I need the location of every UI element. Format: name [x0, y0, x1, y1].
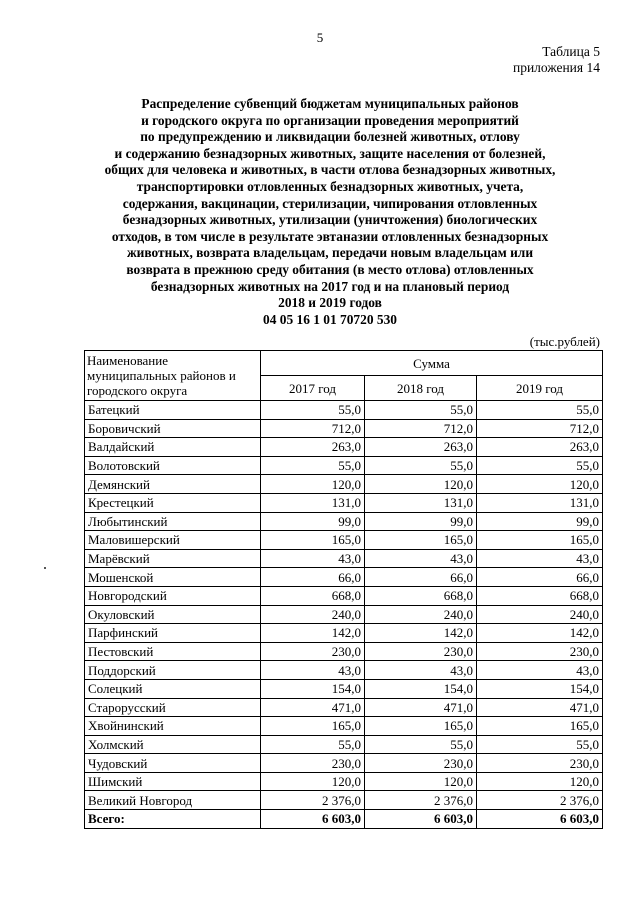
table-row — [85, 698, 603, 717]
title-line: безнадзорных животных, утилизации (уничтожения) биологических — [122, 212, 538, 228]
amount-cell: 240,0 — [261, 605, 365, 624]
amount-cell: 2 376,0 — [477, 791, 603, 810]
amount-cell: 55,0 — [477, 456, 603, 475]
table-row — [85, 717, 603, 736]
amount-cell: 6 603,0 — [261, 810, 365, 829]
table-row — [85, 531, 603, 550]
amount-cell: 6 603,0 — [477, 810, 603, 829]
amount-cell: 471,0 — [365, 698, 477, 717]
title-line: содержания, вакцинации, стерилизации, чипирования отловленных — [122, 195, 538, 211]
amount-cell: 165,0 — [365, 531, 477, 550]
amount-cell: 66,0 — [477, 568, 603, 587]
table-row — [85, 549, 603, 568]
amount-cell: 142,0 — [261, 624, 365, 643]
table-ref-line1: Таблица 5 — [542, 44, 600, 59]
district-name: Мошенской — [85, 568, 261, 587]
table-row — [85, 438, 603, 457]
district-name: Окуловский — [85, 605, 261, 624]
district-name: Поддорский — [85, 661, 261, 680]
amount-cell: 55,0 — [261, 735, 365, 754]
amount-cell: 230,0 — [477, 754, 603, 773]
total-label: Всего: — [85, 810, 261, 829]
title-line: и содержанию безнадзорных животных, защите населения от болезней, — [114, 145, 546, 161]
amount-cell: 55,0 — [477, 401, 603, 420]
total-row — [85, 810, 603, 829]
title-line: возврата в прежнюю среду обитания (в место отлова) отловленных — [126, 261, 534, 277]
page-number: 5 — [316, 30, 324, 45]
amount-cell: 6 603,0 — [365, 810, 477, 829]
district-name: Пестовский — [85, 642, 261, 661]
amount-cell: 230,0 — [365, 754, 477, 773]
amount-cell: 43,0 — [261, 661, 365, 680]
table-row — [85, 791, 603, 810]
amount-cell: 43,0 — [261, 549, 365, 568]
table-row — [85, 772, 603, 791]
district-name: Маловишерский — [85, 531, 261, 550]
amount-cell: 142,0 — [477, 624, 603, 643]
amount-cell: 712,0 — [365, 419, 477, 438]
amount-cell: 66,0 — [365, 568, 477, 587]
amount-cell: 99,0 — [477, 512, 603, 531]
title-line: 04 05 16 1 01 70720 530 — [263, 311, 397, 327]
amount-cell: 154,0 — [365, 679, 477, 698]
amount-cell: 165,0 — [477, 717, 603, 736]
amount-cell: 55,0 — [365, 456, 477, 475]
scan-speck — [44, 567, 46, 569]
amount-cell: 142,0 — [365, 624, 477, 643]
amount-cell: 668,0 — [261, 586, 365, 605]
amount-cell: 120,0 — [365, 772, 477, 791]
district-name: Великий Новгород — [85, 791, 261, 810]
amount-cell: 120,0 — [365, 475, 477, 494]
amount-cell: 263,0 — [261, 438, 365, 457]
amount-cell: 165,0 — [261, 531, 365, 550]
amount-cell: 55,0 — [365, 401, 477, 420]
table-row — [85, 624, 603, 643]
amount-cell: 2 376,0 — [365, 791, 477, 810]
amount-cell: 230,0 — [477, 642, 603, 661]
amount-cell: 120,0 — [477, 772, 603, 791]
district-name: Новгородский — [85, 586, 261, 605]
amount-cell: 43,0 — [477, 661, 603, 680]
amount-cell: 230,0 — [261, 754, 365, 773]
header-year-2018: 2018 год — [365, 376, 477, 401]
district-name: Хвойнинский — [85, 717, 261, 736]
title-line: отходов, в том числе в результате эвтаназии отловленных безнадзорных — [111, 228, 549, 244]
header-year-2017: 2017 год — [261, 376, 365, 401]
amount-cell: 55,0 — [477, 735, 603, 754]
table-row — [85, 735, 603, 754]
district-name: Солецкий — [85, 679, 261, 698]
amount-cell: 131,0 — [365, 493, 477, 512]
table-row — [85, 419, 603, 438]
amount-cell: 668,0 — [365, 586, 477, 605]
subvention-table — [84, 350, 603, 829]
district-name: Марёвский — [85, 549, 261, 568]
title-line: безнадзорных животных на 2017 год и на плановый период — [150, 278, 510, 294]
district-name: Чудовский — [85, 754, 261, 773]
district-name: Волотовский — [85, 456, 261, 475]
amount-cell: 154,0 — [477, 679, 603, 698]
district-name: Любытинский — [85, 512, 261, 531]
amount-cell: 55,0 — [261, 456, 365, 475]
amount-cell: 55,0 — [365, 735, 477, 754]
header-year-2019: 2019 год — [477, 376, 603, 401]
title-line: животных, возврата владельцам, передачи новым владельцам или — [126, 245, 534, 261]
table-row — [85, 475, 603, 494]
district-name: Шимский — [85, 772, 261, 791]
table-row — [85, 493, 603, 512]
amount-cell: 99,0 — [261, 512, 365, 531]
amount-cell: 165,0 — [477, 531, 603, 550]
title-line: 2018 и 2019 годов — [278, 295, 382, 311]
amount-cell: 154,0 — [261, 679, 365, 698]
amount-cell: 43,0 — [365, 549, 477, 568]
title-line: Распределение субвенций бюджетам муниципальных районов — [141, 96, 519, 111]
amount-cell: 471,0 — [477, 698, 603, 717]
amount-cell: 240,0 — [477, 605, 603, 624]
district-name: Старорусский — [85, 698, 261, 717]
district-name: Боровичский — [85, 419, 261, 438]
amount-cell: 230,0 — [261, 642, 365, 661]
table-row — [85, 456, 603, 475]
district-name: Валдайский — [85, 438, 261, 457]
title-line: общих для человека и животных, в части отлова безнадзорных животных, — [104, 162, 556, 178]
amount-cell: 263,0 — [365, 438, 477, 457]
amount-cell: 55,0 — [261, 401, 365, 420]
title-line: транспортировки отловленных безнадзорных животных, учета, — [136, 178, 524, 194]
amount-cell: 99,0 — [365, 512, 477, 531]
units-label: (тыс.рублей) — [529, 334, 600, 349]
amount-cell: 131,0 — [477, 493, 603, 512]
amount-cell: 66,0 — [261, 568, 365, 587]
district-name: Холмский — [85, 735, 261, 754]
amount-cell: 668,0 — [477, 586, 603, 605]
amount-cell: 2 376,0 — [261, 791, 365, 810]
table-row — [85, 679, 603, 698]
amount-cell: 43,0 — [365, 661, 477, 680]
table-row — [85, 568, 603, 587]
document-title — [60, 96, 600, 328]
amount-cell: 471,0 — [261, 698, 365, 717]
table-row — [85, 605, 603, 624]
header-name: Наименование муниципальных районов и городского округа — [85, 351, 261, 401]
table-row — [85, 754, 603, 773]
title-line: по предупреждению и ликвидации болезней животных, отлову — [140, 129, 520, 145]
district-name: Крестецкий — [85, 493, 261, 512]
table-reference — [513, 44, 600, 76]
table-row — [85, 661, 603, 680]
amount-cell: 165,0 — [365, 717, 477, 736]
district-name: Батецкий — [85, 401, 261, 420]
table-row — [85, 586, 603, 605]
district-name: Демянский — [85, 475, 261, 494]
amount-cell: 120,0 — [477, 475, 603, 494]
amount-cell: 712,0 — [261, 419, 365, 438]
amount-cell: 240,0 — [365, 605, 477, 624]
amount-cell: 120,0 — [261, 475, 365, 494]
amount-cell: 712,0 — [477, 419, 603, 438]
title-line: и городского округа по организации проведения мероприятий — [141, 112, 519, 128]
amount-cell: 230,0 — [365, 642, 477, 661]
amount-cell: 131,0 — [261, 493, 365, 512]
table-row — [85, 512, 603, 531]
table-row — [85, 401, 603, 420]
amount-cell: 43,0 — [477, 549, 603, 568]
amount-cell: 165,0 — [261, 717, 365, 736]
amount-cell: 263,0 — [477, 438, 603, 457]
district-name: Парфинский — [85, 624, 261, 643]
table-row — [85, 642, 603, 661]
table-ref-line2: приложения 14 — [512, 60, 600, 75]
amount-cell: 120,0 — [261, 772, 365, 791]
header-sum: Сумма — [261, 351, 603, 376]
